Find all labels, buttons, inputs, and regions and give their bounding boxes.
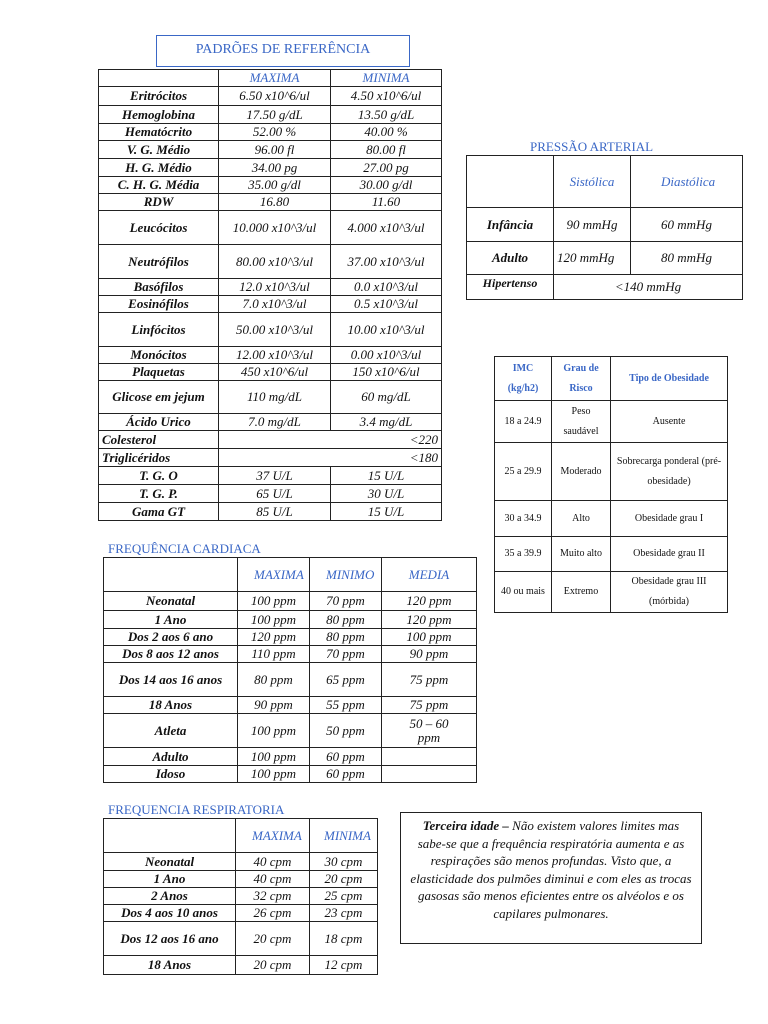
reference-colesterol-value: <220 — [219, 431, 442, 449]
imc-header-row — [495, 357, 728, 401]
freq-cardiaca-header-row — [104, 558, 477, 592]
reference-min: 37.00 x10^3/ul — [331, 245, 442, 279]
freq-resp-max: 20 cpm — [236, 922, 310, 956]
freq-cardiaca-row — [104, 592, 477, 611]
freq-resp-min: 20 cpm — [310, 871, 378, 888]
pressao-table — [466, 155, 743, 300]
main-title: PADRÕES DE REFERÊNCIA — [156, 35, 410, 67]
reference-min: 30.00 g/dl — [331, 177, 442, 194]
reference-table — [98, 69, 442, 521]
reference-min: 13.50 g/dL — [331, 106, 442, 124]
freq-cardiaca-row — [104, 663, 477, 697]
reference-param: C. H. G. Média — [99, 177, 219, 194]
freq-resp-min: 18 cpm — [310, 922, 378, 956]
imc-risco: Peso saudável — [552, 401, 611, 443]
reference-param: T. G. O — [99, 467, 219, 485]
freq-resp-age: 18 Anos — [104, 956, 236, 975]
reference-max: 37 U/L — [219, 467, 331, 485]
reference-min: 4.50 x10^6/ul — [331, 87, 442, 106]
freq-cardiaca-row — [104, 748, 477, 766]
pressao-hipertenso-value: <140 mmHg — [554, 275, 743, 300]
reference-param: Linfócitos — [99, 313, 219, 347]
freq-cardiaca-min: 80 ppm — [310, 611, 382, 629]
reference-param: T. G. P. — [99, 485, 219, 503]
reference-max: 34.00 pg — [219, 159, 331, 177]
reference-param: Leucócitos — [99, 211, 219, 245]
reference-row — [99, 279, 442, 296]
reference-param: Triglicéridos — [99, 449, 219, 467]
freq-resp-table — [103, 818, 378, 975]
imc-table — [494, 356, 728, 613]
reference-min: 15 U/L — [331, 503, 442, 521]
reference-max: 6.50 x10^6/ul — [219, 87, 331, 106]
imc-range: 30 a 34.9 — [495, 501, 552, 537]
freq-resp-max: 40 cpm — [236, 853, 310, 871]
reference-max: 85 U/L — [219, 503, 331, 521]
reference-param: Plaquetas — [99, 364, 219, 381]
reference-max: 65 U/L — [219, 485, 331, 503]
freq-cardiaca-row — [104, 697, 477, 714]
freq-cardiaca-media: 100 ppm — [382, 629, 477, 646]
freq-cardiaca-media: 90 ppm — [382, 646, 477, 663]
freq-resp-header-minima: MINIMA — [310, 819, 378, 853]
imc-header-imc: IMC (kg/h2) — [495, 357, 552, 401]
freq-cardiaca-table — [103, 557, 477, 783]
reference-row — [99, 159, 442, 177]
reference-max: 16.80 — [219, 194, 331, 211]
freq-cardiaca-max: 100 ppm — [238, 611, 310, 629]
reference-param: Gama GT — [99, 503, 219, 521]
imc-tipo: Sobrecarga ponderal (pré-obesidade) — [611, 443, 728, 501]
imc-tipo: Obesidade grau II — [611, 537, 728, 572]
freq-cardiaca-row — [104, 646, 477, 663]
freq-resp-title: FREQUENCIA RESPIRATORIA — [108, 802, 285, 817]
reference-param: V. G. Médio — [99, 141, 219, 159]
reference-header-row — [99, 70, 442, 87]
reference-max: 450 x10^6/ul — [219, 364, 331, 381]
reference-max: 12.00 x10^3/ul — [219, 347, 331, 364]
imc-row — [495, 443, 728, 501]
freq-cardiaca-header-media: MEDIA — [382, 558, 477, 592]
reference-row — [99, 124, 442, 141]
imc-risco: Moderado — [552, 443, 611, 501]
imc-tipo: Ausente — [611, 401, 728, 443]
freq-cardiaca-max: 100 ppm — [238, 592, 310, 611]
freq-cardiaca-title: FREQUÊNCIA CARDIACA — [108, 541, 261, 556]
reference-max: 110 mg/dL — [219, 381, 331, 414]
reference-max: 96.00 fl — [219, 141, 331, 159]
imc-range: 18 a 24.9 — [495, 401, 552, 443]
freq-cardiaca-min: 55 ppm — [310, 697, 382, 714]
reference-param: Hematócrito — [99, 124, 219, 141]
pressao-adulto-sistolica: 120 mmHg — [554, 242, 631, 275]
reference-param: Glicose em jejum — [99, 381, 219, 414]
freq-cardiaca-media: 120 ppm — [382, 592, 477, 611]
reference-row — [99, 381, 442, 414]
imc-range: 40 ou mais — [495, 572, 552, 613]
freq-cardiaca-age: Adulto — [104, 748, 238, 766]
freq-resp-header-empty — [104, 819, 236, 853]
freq-cardiaca-media: 120 ppm — [382, 611, 477, 629]
reference-min: 4.000 x10^3/ul — [331, 211, 442, 245]
reference-max: 50.00 x10^3/ul — [219, 313, 331, 347]
reference-header-empty — [99, 70, 219, 87]
imc-row — [495, 537, 728, 572]
reference-row-colesterol — [99, 431, 442, 449]
freq-resp-max: 20 cpm — [236, 956, 310, 975]
freq-cardiaca-age: Dos 14 aos 16 anos — [104, 663, 238, 697]
reference-param: RDW — [99, 194, 219, 211]
note-heading: Terceira idade – — [422, 818, 509, 833]
freq-cardiaca-min: 70 ppm — [310, 592, 382, 611]
reference-min: 150 x10^6/ul — [331, 364, 442, 381]
reference-row — [99, 364, 442, 381]
freq-cardiaca-header-minimo: MINIMO — [310, 558, 382, 592]
imc-risco: Extremo — [552, 572, 611, 613]
reference-param: H. G. Médio — [99, 159, 219, 177]
reference-max: 12.0 x10^3/ul — [219, 279, 331, 296]
reference-row — [99, 245, 442, 279]
freq-resp-row — [104, 956, 378, 975]
freq-cardiaca-row — [104, 611, 477, 629]
freq-cardiaca-header-maxima: MAXIMA — [238, 558, 310, 592]
reference-min: 3.4 mg/dL — [331, 414, 442, 431]
reference-max: 7.0 mg/dL — [219, 414, 331, 431]
freq-resp-min: 12 cpm — [310, 956, 378, 975]
freq-resp-min: 23 cpm — [310, 905, 378, 922]
freq-cardiaca-age: Neonatal — [104, 592, 238, 611]
reference-row — [99, 194, 442, 211]
imc-header-tipo: Tipo de Obesidade — [611, 357, 728, 401]
freq-cardiaca-row — [104, 766, 477, 783]
freq-cardiaca-age: Idoso — [104, 766, 238, 783]
reference-row — [99, 177, 442, 194]
freq-cardiaca-max: 110 ppm — [238, 646, 310, 663]
reference-min: 15 U/L — [331, 467, 442, 485]
reference-min: 0.5 x10^3/ul — [331, 296, 442, 313]
freq-resp-max: 26 cpm — [236, 905, 310, 922]
reference-row-triglicerides — [99, 449, 442, 467]
freq-resp-row — [104, 888, 378, 905]
freq-cardiaca-age: 18 Anos — [104, 697, 238, 714]
reference-min: 40.00 % — [331, 124, 442, 141]
pressao-infancia-sistolica: 90 mmHg — [554, 208, 631, 242]
freq-cardiaca-max: 100 ppm — [238, 766, 310, 783]
reference-param: Eritrócitos — [99, 87, 219, 106]
reference-row — [99, 503, 442, 521]
freq-cardiaca-min: 60 ppm — [310, 748, 382, 766]
reference-param: Colesterol — [99, 431, 219, 449]
reference-row — [99, 313, 442, 347]
freq-cardiaca-min: 50 ppm — [310, 714, 382, 748]
imc-row — [495, 501, 728, 537]
imc-row — [495, 572, 728, 613]
reference-row — [99, 414, 442, 431]
reference-triglicerides-value: <180 — [219, 449, 442, 467]
freq-resp-row — [104, 922, 378, 956]
reference-row — [99, 467, 442, 485]
freq-cardiaca-header-empty — [104, 558, 238, 592]
reference-max: 10.000 x10^3/ul — [219, 211, 331, 245]
freq-cardiaca-max: 100 ppm — [238, 748, 310, 766]
reference-row — [99, 211, 442, 245]
reference-param: Basófilos — [99, 279, 219, 296]
pressao-infancia-diastolica: 60 mmHg — [631, 208, 743, 242]
reference-row — [99, 87, 442, 106]
pressao-header-diastolica: Diastólica — [631, 156, 743, 208]
reference-min: 27.00 pg — [331, 159, 442, 177]
freq-cardiaca-min: 60 ppm — [310, 766, 382, 783]
imc-tipo: Obesidade grau I — [611, 501, 728, 537]
freq-resp-min: 30 cpm — [310, 853, 378, 871]
pressao-title: PRESSÃO ARTERIAL — [530, 139, 654, 154]
pressao-label-adulto: Adulto — [467, 242, 554, 275]
reference-param: Neutrófilos — [99, 245, 219, 279]
freq-cardiaca-media: 75 ppm — [382, 697, 477, 714]
freq-resp-min: 25 cpm — [310, 888, 378, 905]
freq-resp-header-row — [104, 819, 378, 853]
freq-cardiaca-age: Dos 2 aos 6 ano — [104, 629, 238, 646]
freq-cardiaca-media — [382, 748, 477, 766]
freq-cardiaca-min: 70 ppm — [310, 646, 382, 663]
freq-resp-age: Dos 4 aos 10 anos — [104, 905, 236, 922]
freq-resp-age: 2 Anos — [104, 888, 236, 905]
imc-range: 35 a 39.9 — [495, 537, 552, 572]
freq-cardiaca-media: 75 ppm — [382, 663, 477, 697]
reference-min: 11.60 — [331, 194, 442, 211]
imc-tipo: Obesidade grau III (mórbida) — [611, 572, 728, 613]
freq-cardiaca-row — [104, 714, 477, 748]
reference-max: 17.50 g/dL — [219, 106, 331, 124]
imc-risco: Alto — [552, 501, 611, 537]
pressao-header-empty — [467, 156, 554, 208]
reference-min: 0.00 x10^3/ul — [331, 347, 442, 364]
reference-max: 7.0 x10^3/ul — [219, 296, 331, 313]
reference-row — [99, 296, 442, 313]
imc-range: 25 a 29.9 — [495, 443, 552, 501]
freq-cardiaca-age: 1 Ano — [104, 611, 238, 629]
freq-cardiaca-media: 50 – 60 ppm — [382, 714, 477, 748]
reference-min: 0.0 x10^3/ul — [331, 279, 442, 296]
reference-min: 30 U/L — [331, 485, 442, 503]
reference-param: Eosinófilos — [99, 296, 219, 313]
reference-param: Monócitos — [99, 347, 219, 364]
reference-max: 52.00 % — [219, 124, 331, 141]
reference-header-minima: MINIMA — [331, 70, 442, 87]
imc-risco: Muito alto — [552, 537, 611, 572]
freq-resp-max: 40 cpm — [236, 871, 310, 888]
reference-row — [99, 141, 442, 159]
freq-cardiaca-row — [104, 629, 477, 646]
freq-resp-max: 32 cpm — [236, 888, 310, 905]
freq-resp-row — [104, 871, 378, 888]
freq-cardiaca-max: 120 ppm — [238, 629, 310, 646]
freq-cardiaca-min: 65 ppm — [310, 663, 382, 697]
freq-resp-age: 1 Ano — [104, 871, 236, 888]
reference-param: Ácido Urico — [99, 414, 219, 431]
reference-header-maxima: MAXIMA — [219, 70, 331, 87]
reference-max: 35.00 g/dl — [219, 177, 331, 194]
note-text: Não existem valores limites mas sabe-se que a frequência respiratória aumenta e as respirações são menos profundas. Visto que, a elasticidade dos pulmões diminui e com eles as trocas gasosas são menos eficientes entre os alvéolos e os capilares pulmonares. — [410, 818, 692, 921]
reference-max: 80.00 x10^3/ul — [219, 245, 331, 279]
reference-param: Hemoglobina — [99, 106, 219, 124]
reference-row — [99, 106, 442, 124]
freq-resp-header-maxima: MAXIMA — [236, 819, 310, 853]
imc-header-risco: Grau de Risco — [552, 357, 611, 401]
reference-row — [99, 485, 442, 503]
freq-resp-age: Dos 12 aos 16 ano — [104, 922, 236, 956]
reference-row — [99, 347, 442, 364]
freq-resp-row — [104, 853, 378, 871]
imc-row — [495, 401, 728, 443]
reference-min: 10.00 x10^3/ul — [331, 313, 442, 347]
freq-cardiaca-age: Dos 8 aos 12 anos — [104, 646, 238, 663]
freq-cardiaca-max: 80 ppm — [238, 663, 310, 697]
freq-cardiaca-max: 100 ppm — [238, 714, 310, 748]
pressao-label-hipertenso: Hipertenso — [467, 275, 554, 300]
freq-cardiaca-max: 90 ppm — [238, 697, 310, 714]
freq-resp-age: Neonatal — [104, 853, 236, 871]
pressao-label-infancia: Infância — [467, 208, 554, 242]
freq-cardiaca-media — [382, 766, 477, 783]
reference-min: 80.00 fl — [331, 141, 442, 159]
freq-resp-row — [104, 905, 378, 922]
freq-cardiaca-min: 80 ppm — [310, 629, 382, 646]
freq-cardiaca-age: Atleta — [104, 714, 238, 748]
terceira-idade-note — [400, 812, 702, 944]
reference-min: 60 mg/dL — [331, 381, 442, 414]
pressao-adulto-diastolica: 80 mmHg — [631, 242, 743, 275]
pressao-header-sistolica: Sistólica — [554, 156, 631, 208]
